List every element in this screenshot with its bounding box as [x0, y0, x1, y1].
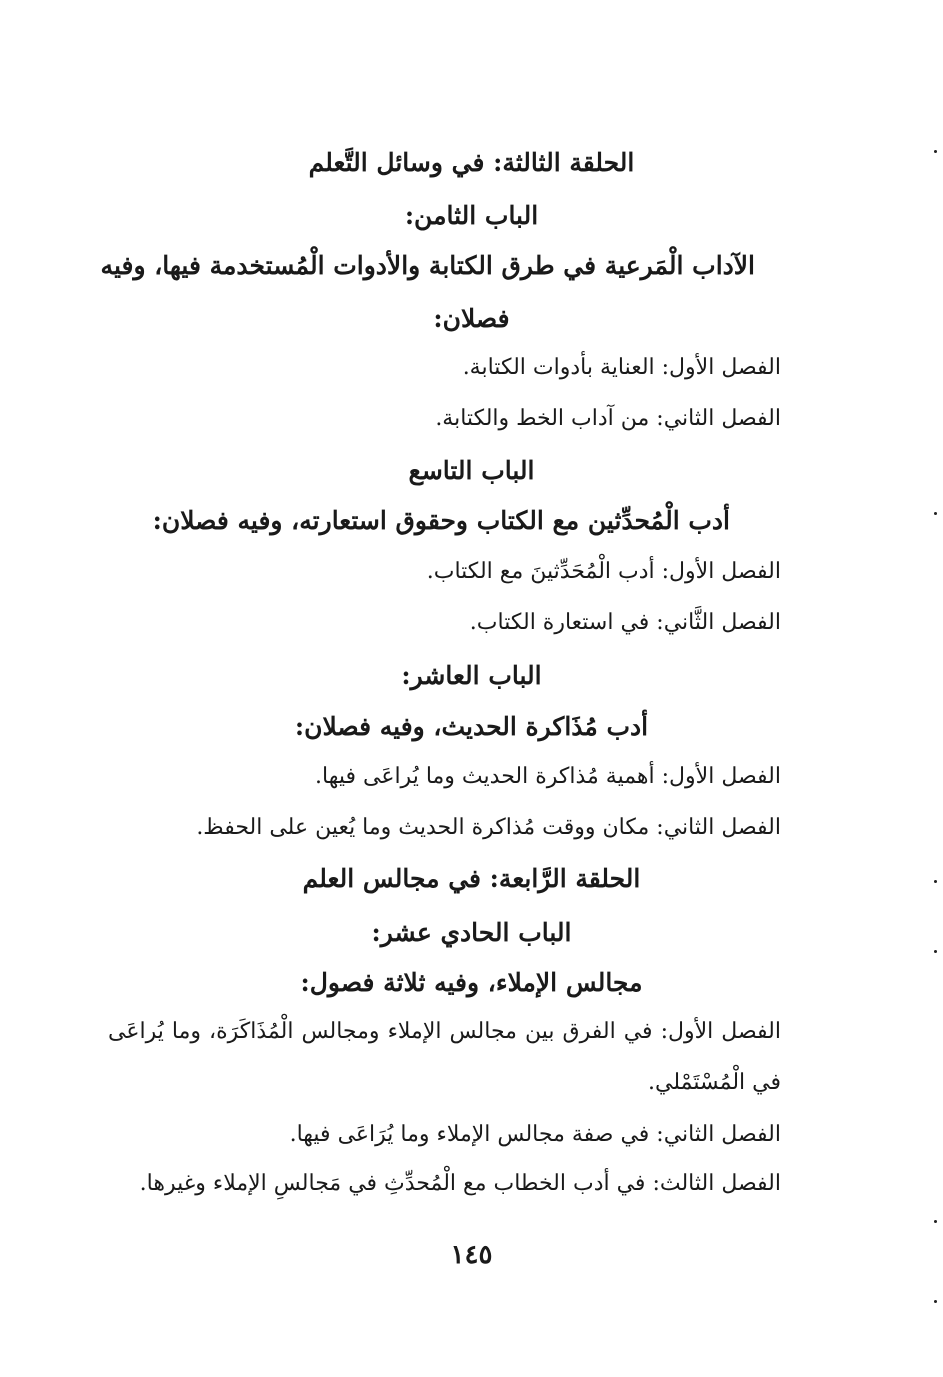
chapter-11-subject: مجالس الإملاء، وفيه ثلاثة فصول:: [300, 968, 643, 997]
chapter-10-subject: أدب مُذَاكرة الحديث، وفيه فصلان:: [294, 712, 649, 741]
chapter-10-section-2: الفصل الثاني: مكان ووقت مُذاكرة الحديث وما يُعين على الحفظ.: [196, 815, 781, 840]
page-number: ١٤٥: [450, 1240, 493, 1270]
chapter-8-subject-continued: فصلان:: [433, 304, 510, 333]
margin-mark: [934, 1220, 937, 1223]
margin-mark: [934, 1300, 937, 1303]
chapter-8-section-2: الفصل الثاني: من آداب الخط والكتابة.: [435, 406, 781, 431]
chapter-9-section-2: الفصل الثَّاني: في استعارة الكتاب.: [469, 610, 781, 635]
chapter-9-subject: أدب الْمُحدِّثين مع الكتاب وحقوق استعارته، وفيه فصلان:: [152, 506, 730, 535]
chapter-11-section-2: الفصل الثاني: في صفة مجالس الإملاء وما يُرَاعَى فيها.: [289, 1122, 781, 1147]
chapter-11-section-3: الفصل الثالث: في أدب الخطاب مع الْمُحدِّثِ في مَجالسِ الإملاء وغيرها.: [139, 1171, 781, 1196]
margin-mark: [934, 150, 937, 153]
chapter-8-title: الباب الثامن:: [404, 201, 539, 230]
chapter-11-section-1: الفصل الأول: في الفرق بين مجالس الإملاء ومجالس الْمُذَاكَرَة، وما يُراعَى: [108, 1019, 781, 1044]
section-title-third-circle: الحلقة الثالثة: في وسائل التَّعلم: [308, 148, 635, 177]
chapter-10-title: الباب العاشر:: [401, 661, 542, 690]
chapter-9-title: الباب التاسع: [408, 456, 535, 485]
section-title-fourth-circle: الحلقة الرَّابعة: في مجالس العلم: [302, 864, 641, 893]
margin-mark: [934, 950, 937, 953]
chapter-11-section-1-continued: في الْمُسْتَمْلي.: [648, 1070, 781, 1095]
margin-mark: [934, 512, 937, 515]
margin-mark: [934, 880, 937, 883]
chapter-8-section-1: الفصل الأول: العناية بأدوات الكتابة.: [462, 355, 781, 380]
chapter-8-subject: الآداب الْمَرعية في طرق الكتابة والأدوات الْمُستخدمة فيها، وفيه: [100, 251, 755, 280]
chapter-9-section-1: الفصل الأول: أدب الْمُحَدِّثينَ مع الكتاب.: [426, 559, 781, 584]
chapter-11-title: الباب الحادي عشر:: [371, 918, 572, 947]
chapter-10-section-1: الفصل الأول: أهمية مُذاكرة الحديث وما يُراعَى فيها.: [315, 764, 781, 789]
